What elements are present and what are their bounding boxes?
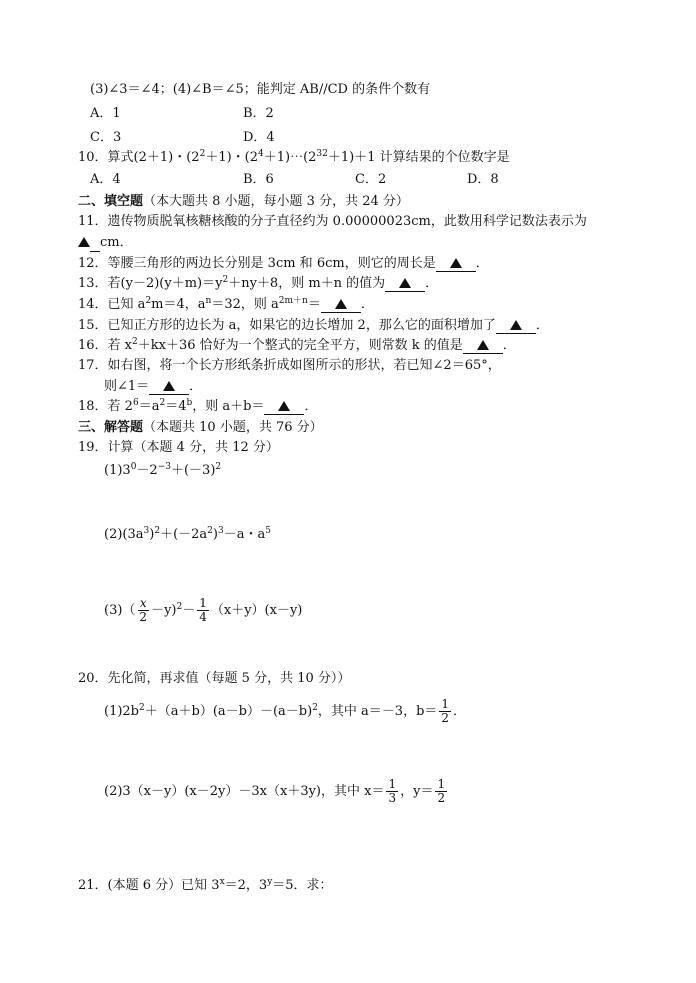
q9-option-a: A．1 [90,106,121,121]
q17-line1: 17．如右图，将一个长方形纸条折成如图所示的形状，若已知∠2＝65°， [78,358,501,373]
q10-option-c: C．2 [355,172,387,187]
q14-answer-blank [321,298,361,313]
q9-option-c: C．3 [90,130,122,145]
q9-option-d: D．4 [243,130,275,145]
q13: 13．若$(y-2)(y+m)=y^2+ny+8$，则 m＋n 的值为 ． [78,275,439,291]
q13-answer-blank [385,277,425,292]
q10-stem: 10．算式(2＋1)・$(2^2+1)$・$(2^4+1)\cdots(2^{32}+1)+1$ 计算结果的个位数字是 [78,149,510,165]
section-2-heading: 二、填空题（本大题共 8 小题，每小题 3 分，共 24 分） [78,194,409,209]
q17-line2: 则∠1＝ ． [104,379,203,394]
answer-triangle-icon [477,340,489,350]
q20-part2: (2)3（x－y）(x－2y）－3x（x＋3y)，其中 x＝ $\frac{1}{3}$ ，y＝ $\frac{1}{2}$ [104,777,446,805]
q17-answer-blank [149,380,189,395]
q19-title: 19．计算（本题 4 分，共 12 分） [78,440,279,455]
q15-answer-blank [496,319,536,334]
answer-triangle-icon [335,299,347,309]
q18: 18．若 $2^6=a^2=4^b$，则 a＋b＝ ． [78,398,318,414]
answer-triangle-icon [450,258,462,268]
fraction: $\frac{x}{2}$ [139,596,148,624]
fraction: $\frac{1}{3}$ [388,777,397,805]
q9-conditions: (3)∠3＝∠4；(4)∠B＝∠5；能判定 AB//CD 的条件个数有 [90,82,431,97]
answer-triangle-icon [163,381,175,391]
answer-triangle-icon [278,401,290,411]
q20-part1: $(1)2b^2+(a+b)(a-b)-(a-b)^2$，其中 a＝－3，b＝ $\frac{1}{2}$ ． [104,697,467,725]
q9-option-b: B．2 [243,106,274,121]
q10-option-b: B．6 [243,172,274,187]
q12: 12．等腰三角形的两边长分别是 3cm 和 6cm，则它的周长是 ． [78,256,489,271]
answer-triangle-icon [399,278,411,288]
answer-triangle-icon [78,237,90,247]
q12-answer-blank [436,257,476,272]
q16-answer-blank [463,339,503,354]
fraction: $\frac{1}{4}$ [199,596,207,624]
q16: 16．若 $x^2+kx+36$ 恰好为一个整式的完全平方，则常数 k 的值是 ． [78,337,516,353]
q19-part1: $(1)3^0-2^{-3}+(-3)^2$ [104,462,222,478]
q10-option-d: D．8 [467,172,499,187]
q21: 21．(本题 6 分）已知 $3^x=2$，$3^y=5$．求： [78,877,333,893]
q18-answer-blank [264,400,304,415]
q10-option-a: A．4 [90,172,121,187]
q19-part3: (3)（ $\frac{x}{2}$ －y)$^2$－ $\frac{1}{4}$ （x＋y）(x－y) [104,596,303,624]
fraction: $\frac{1}{2}$ [441,697,450,725]
q11-line1: 11．遗传物质脱氧核糖核酸的分子直径约为 0.00000023cm，此数用科学记数法表示为 [78,214,587,229]
q19-part2: $(2)(3a^3)^2+(-2a^2)^3-a$・$a^5$ [104,526,271,542]
q15: 15．已知正方形的边长为 a，如果它的边长增加 2，那么它的面积增加了 ． [78,318,549,333]
fraction: $\frac{1}{2}$ [437,777,446,805]
answer-triangle-icon [510,320,522,330]
section-3-heading: 三、解答题（本题共 10 小题，共 76 分） [78,420,323,435]
q11-line2: cm． [78,235,133,252]
q14: 14．已知 $a^2m=4$，$a^n=32$，则 $a^{2m+n}=$ ． [78,296,374,312]
q20-title: 20．先化简，再求值（每题 5 分，共 10 分）） [78,671,351,686]
